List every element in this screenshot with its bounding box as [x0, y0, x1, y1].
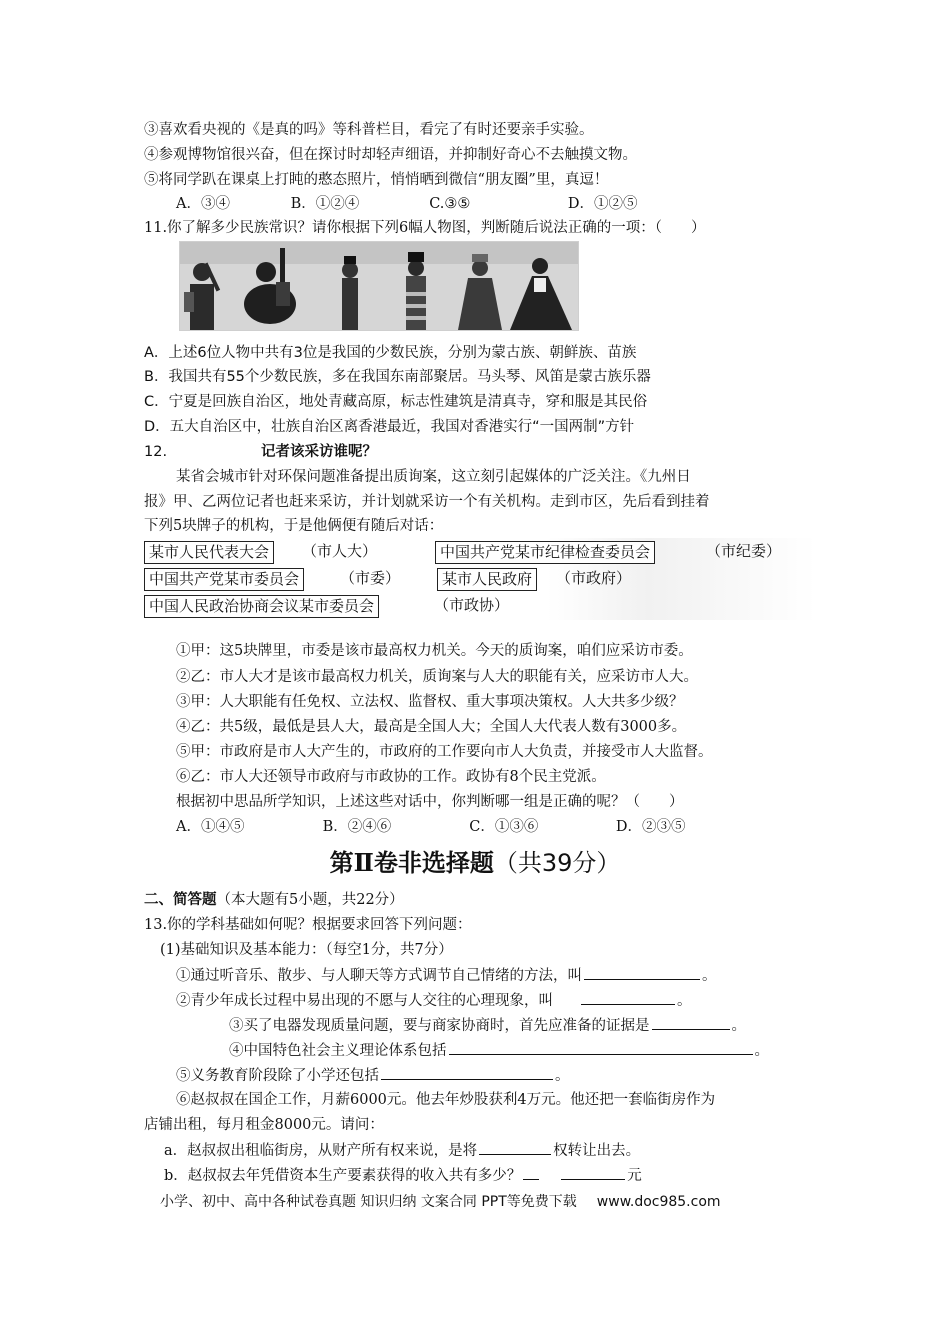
- q11-option-a: A．上述6位人物中共有3位是我国的少数民族，分别为蒙古族、朝鲜族、苗族: [144, 345, 637, 361]
- section-2-heading-rest: （本大题有5小题，共22分）: [216, 892, 404, 908]
- sign-city-government: 某市人民政府: [437, 568, 537, 591]
- q13-item-1-end: 。: [702, 968, 717, 984]
- q13-sub-1: (1)基础知识及基本能力：（每空1分，共7分）: [160, 942, 453, 958]
- q12-question: 根据初中思品所学知识，上述这些对话中，你判断哪一组是正确的呢？（ ）: [176, 794, 684, 810]
- answer-blank-3[interactable]: [652, 1015, 730, 1030]
- answer-blank-1[interactable]: [584, 965, 700, 980]
- answer-blank-b[interactable]: [561, 1165, 625, 1180]
- section-2-title-sub: （共39分）: [493, 849, 621, 877]
- dialogue-5: ⑤甲：市政府是市人大产生的，市政府的工作要向市人大负责，并接受市人大监督。: [176, 744, 713, 760]
- q13-item-1-text: ①通过听音乐、散步、与人聊天等方式调节自己情绪的方法，叫: [176, 968, 582, 984]
- q11-option-d: D．五大自治区中，壮族自治区离香港最近，我国对香港实行“一国两制”方针: [144, 419, 635, 435]
- sign-discipline-commission: 中国共产党某市纪律检查委员会: [435, 541, 655, 564]
- q12-option-c: C．①③⑥: [469, 819, 539, 835]
- dialogue-4: ④乙：共5级，最低是县人大，最高是全国人大；全国人大代表人数有3000多。: [176, 719, 687, 735]
- q13-item-3-end: 。: [731, 1018, 746, 1034]
- q12-number: 12.: [144, 444, 168, 460]
- q11-stem: 11.你了解多少民族常识？请你根据下列6幅人物图，判断随后说法正确的一项：（ ）: [144, 220, 706, 236]
- sign-discipline-commission-note: （市纪委）: [706, 542, 782, 560]
- q11-option-b: B．我国共有55个少数民族，多在我国东南部聚居。马头琴、风笛是蒙古族乐器: [144, 369, 651, 385]
- sign-city-npc-note: （市人大）: [302, 542, 378, 560]
- q12-para-2: 报》甲、乙两位记者也赶来采访，并计划就采访一个有关机构。走到市区，先后看到挂着: [144, 494, 710, 510]
- q13-item-4-text: ④中国特色社会主义理论体系包括: [229, 1043, 447, 1059]
- q12-para-1: 某省会城市针对环保问题准备提出质询案，这立刻引起媒体的广泛关注。《九州日: [176, 469, 691, 485]
- answer-blank-b-pre: [523, 1165, 539, 1180]
- q12-options: [176, 817, 685, 837]
- q13-item-b-text: b．赵叔叔去年凭借资本生产要素获得的收入共有多少？: [164, 1168, 522, 1184]
- item-5: ⑤将同学趴在课桌上打盹的憨态照片，悄悄晒到微信“朋友圈”里，真逗！: [144, 172, 609, 188]
- q13-item-6-line-1: ⑥赵叔叔在国企工作，月薪6000元。他去年炒股获利4万元。他还把一套临街房作为: [176, 1092, 716, 1108]
- q12-option-a: A．①④⑤: [176, 819, 245, 835]
- q13-item-5: [176, 1065, 570, 1086]
- sign-city-government-note: （市政府）: [556, 569, 632, 587]
- answer-blank-5[interactable]: [381, 1065, 553, 1080]
- dialogue-3: ③甲：人大职能有任免权、立法权、监督权、重大事项决策权。人大共多少级？: [176, 694, 684, 710]
- q13-item-3-text: ③买了电器发现质量问题，要与商家协商时，首先应准备的证据是: [229, 1018, 650, 1034]
- q13-item-1: [176, 965, 717, 986]
- sign-cppcc-note: （市政协）: [434, 596, 510, 614]
- footer-text: 小学、初中、高中各种试卷真题 知识归纳 文案合同 PPT等免费下载: [160, 1194, 577, 1210]
- answer-blank-2[interactable]: [581, 990, 675, 1005]
- q13-item-a: [164, 1140, 640, 1161]
- q10-options: [176, 194, 637, 214]
- q13-item-3: [229, 1015, 746, 1036]
- section-2-heading: [144, 890, 404, 910]
- q13-stem: 13.你的学科基础如何呢？根据要求回答下列问题：: [144, 917, 472, 933]
- q10-option-a: A．③④: [176, 196, 230, 212]
- q13-item-b: [164, 1165, 642, 1186]
- q13-item-a-text: a．赵叔叔出租临街房，从财产所有权来说，是将: [164, 1143, 478, 1159]
- ethnic-figures-photo: [179, 241, 579, 331]
- q13-item-4: [229, 1040, 769, 1061]
- q13-item-b-end: 元: [627, 1168, 642, 1184]
- item-4: ④参观博物馆很兴奋，但在探讨时却轻声细语，并抑制好奇心不去触摸文物。: [144, 147, 637, 163]
- sign-party-committee-note: （市委）: [340, 569, 401, 587]
- q13-item-5-end: 。: [555, 1068, 570, 1084]
- footer: [160, 1192, 721, 1212]
- q13-item-a-end: 权转让出去。: [553, 1143, 641, 1159]
- section-2-title-main: 第Ⅱ卷非选择题: [329, 848, 494, 877]
- q12-option-b: B．②④⑥: [322, 819, 392, 835]
- section-2-heading-bold: 二、简答题: [144, 892, 217, 908]
- q13-item-4-end: 。: [754, 1043, 769, 1059]
- item-3: ③喜欢看央视的《是真的吗》等科普栏目，看完了有时还要亲手实验。: [144, 122, 594, 138]
- q13-item-2-end: 。: [677, 993, 692, 1009]
- q10-option-d: D．①②⑤: [567, 196, 638, 212]
- q13-item-2-text: ②青少年成长过程中易出现的不愿与人交往的心理现象，叫: [176, 993, 553, 1009]
- q12-option-d: D．②③⑤: [615, 819, 686, 835]
- sign-cppcc: 中国人民政治协商会议某市委员会: [144, 595, 379, 618]
- q13-item-2: [176, 990, 692, 1011]
- dialogue-6: ⑥乙：市人大还领导市政府与市政协的工作。政协有8个民主党派。: [176, 769, 606, 785]
- q12-para-3: 下列5块牌子的机构，于是他俩便有随后对话：: [144, 518, 444, 534]
- answer-blank-a[interactable]: [479, 1140, 551, 1155]
- q13-item-5-text: ⑤义务教育阶段除了小学还包括: [176, 1068, 379, 1084]
- section-2-title: [0, 848, 950, 878]
- q13-item-6-line-2: 店铺出租，每月租金8000元。请问：: [144, 1117, 384, 1133]
- q11-option-c: C．宁夏是回族自治区，地处青藏高原，标志性建筑是清真寺，穿和服是其民俗: [144, 394, 648, 410]
- q12-title: 记者该采访谁呢？: [261, 444, 377, 460]
- ethnic-figures-illustration: [180, 242, 578, 330]
- q10-option-c: C.③⑤: [429, 196, 471, 212]
- footer-url[interactable]: www.doc985.com: [596, 1194, 721, 1210]
- answer-blank-4[interactable]: [449, 1040, 753, 1055]
- dialogue-2: ②乙：市人大才是该市最高权力机关，质询案与人大的职能有关，应采访市人大。: [176, 669, 698, 685]
- q10-option-b: B．①②④: [290, 196, 360, 212]
- dialogue-1: ①甲：这5块牌里，市委是该市最高权力机关。今天的质询案，咱们应采访市委。: [176, 643, 693, 659]
- sign-party-committee: 中国共产党某市委员会: [144, 568, 304, 591]
- sign-city-npc: 某市人民代表大会: [144, 541, 274, 564]
